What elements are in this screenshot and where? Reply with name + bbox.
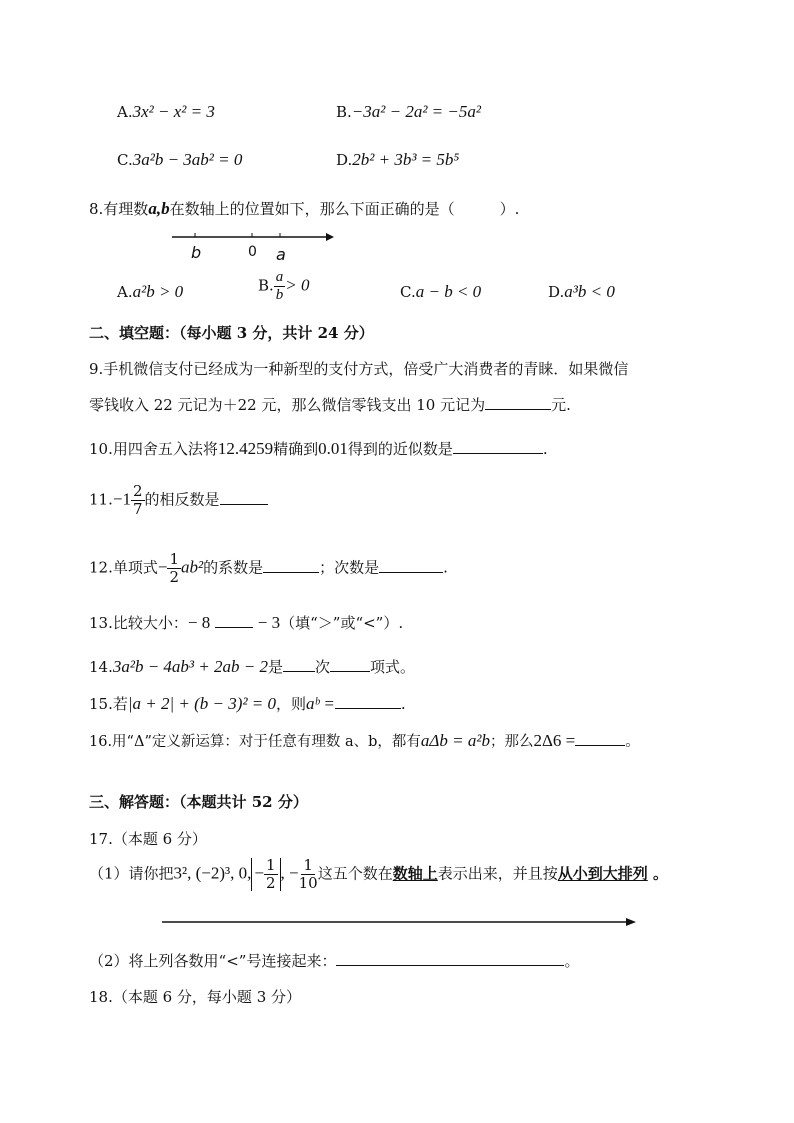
q17-p1-pre: （1）请你把 [89,864,174,883]
q12-pre: 12.单项式 [89,558,158,577]
q12-sign: − [157,557,168,577]
q17-last-fraction [299,858,318,891]
axis-label-b: b [191,243,202,262]
q8-stem-vars: a,b [148,199,170,218]
q8-b-fraction [274,270,286,303]
q17-p2-pre: （2）将上列各数用“<”号连接起来： [89,952,337,970]
q14-pre: 14. [89,658,113,676]
q7-c-expr: 3a²b − 3ab² = 0 [132,150,243,169]
q17-abs-den: 2 [266,874,276,892]
q17-part1 [89,858,668,891]
q16-end: 。 [625,734,640,750]
q17-arrow-icon [626,918,636,926]
q15-power: aᵇ = [306,694,335,713]
q11-pre: 11. [89,490,113,509]
q7-option-a [117,102,215,122]
q17-abs-num: 1 [266,856,276,874]
q15 [89,693,406,714]
axis-label-a: a [276,245,286,264]
q7-a-expr: 3x² − x² = 3 [132,102,215,121]
q8-b-num: a [275,269,284,285]
q14-post: 项式。 [370,658,416,676]
q7-option-d [336,150,459,170]
q16-answer-blank[interactable] [575,731,625,746]
q16-pre: 16.用“Δ”定义新运算：对于任意有理数 a、b，都有 [89,734,421,750]
q10-mid: 精确到 [273,440,319,458]
q17-title: 17.（本题 6 分） [89,830,207,848]
q13-left: − 8 [187,613,211,632]
q8-d-label: D. [548,283,565,301]
q14-terms-blank[interactable] [330,657,370,672]
q10-num1: 12.4259 [217,439,274,458]
q12 [89,552,448,585]
q12-mid: 的系数是 [203,558,264,577]
q16 [89,730,640,751]
q7-a-label: A. [117,103,133,121]
q11-num: 2 [132,482,143,500]
q16-def: aΔb = a²b [420,731,490,750]
q17-p1-mid2: 表示出来，并且按 [437,864,558,883]
q17-abs-fraction [264,858,278,891]
q14-mid2: 次 [314,658,330,676]
q8-option-c [400,282,481,302]
q10 [89,438,548,459]
q8-stem [89,198,519,219]
q8-b-label: B. [258,276,274,295]
q17-number-line[interactable] [160,916,638,928]
q10-post: 得到的近似数是 [347,440,453,458]
q8-b-den: b [275,287,284,303]
q17-p1-nums: 3², (−2)³, 0, [173,863,252,883]
q12-coefficient-blank[interactable] [263,558,319,573]
q11-sign: −1 [112,489,131,509]
q11-post: 的相反数是 [144,490,220,509]
q17-key-number-line: 数轴上 [392,864,438,883]
q8-stem-pre: 8.有理数 [89,200,149,218]
q11 [89,484,268,517]
axis-label-zero: 0 [248,244,257,260]
q17-p1-mid: 这五个数在 [317,864,393,883]
q17-answer-blank[interactable] [336,951,564,966]
q17-abs-value: − $\frac{1}{2}$ [251,858,280,891]
q11-answer-blank[interactable] [220,490,268,505]
q13-answer-blank[interactable] [215,613,253,628]
q15-pre: 15.若 [89,695,128,713]
q9-line2-post: 元. [551,396,571,414]
q7-b-label: B. [336,103,352,121]
q16-mid: ；那么 [489,734,534,750]
q10-num2: 0.01 [318,439,348,458]
number-line-arrow-icon [326,233,334,241]
q10-answer-blank[interactable] [453,439,543,454]
q9-answer-blank[interactable] [485,395,551,410]
q8-stem-post: 在数轴上的位置如下，那么下面正确的是（ ）. [169,200,520,218]
q13 [89,612,403,633]
q10-end: . [542,440,548,458]
q17-part2 [89,950,579,971]
q13-pre: 13.比较大小： [89,614,188,632]
q17-last-num: 1 [303,856,313,874]
q15-mid: ，则 [276,695,307,713]
q14-expr: 3a²b − 4ab³ + 2ab − 2 [112,657,268,676]
q9-line1: 9.手机微信支付已经成为一种新型的支付方式，倍受广大消费者的青睐．如果微信 [89,360,629,378]
q8-b-rel: > 0 [285,275,310,295]
q14 [89,656,415,677]
q11-fraction [131,484,145,517]
q8-a-expr: a²b > 0 [132,282,184,301]
q16-ask: 2Δ6 = [533,731,576,750]
q14-degree-blank[interactable] [283,657,315,672]
q8-option-d [548,282,615,302]
q15-answer-blank[interactable] [335,694,401,709]
q7-c-label: C. [117,151,133,169]
q12-fraction [167,552,181,585]
q15-expr: |a + 2| + (b − 3)² = 0 [127,694,277,713]
section2-title: 二、填空题：（每小题 3 分，共计 24 分） [89,324,374,342]
q12-var: ab² [181,557,204,577]
q12-sep: ；次数是 [319,558,380,577]
q11-den: 7 [132,500,143,518]
q12-end: . [443,558,448,577]
q12-num: 1 [169,550,179,568]
q18-title: 18.（本题 6 分，每小题 3 分） [89,988,302,1006]
q17-p1-neg: , − [280,863,299,883]
q17-key-ascending: 从小到大排列 [557,864,648,883]
q8-c-expr: a − b < 0 [415,282,482,301]
q8-option-a [117,282,183,302]
q8-option-b [258,270,310,303]
q10-pre: 10.用四舍五入法将 [89,440,218,458]
q7-b-expr: −3a² − 2a² = −5a² [351,102,481,121]
q7-d-expr: 2b² + 3b³ = 5b⁵ [352,150,460,169]
q9-line2 [89,394,571,415]
q13-post: （填“＞”或“<”）. [280,614,404,632]
q17-p1-end: 。 [653,864,669,883]
q12-den: 2 [169,568,179,586]
q13-right: − 3 [257,613,281,632]
q7-option-b [336,102,481,122]
q8-a-label: A. [117,283,133,301]
q9-line2-pre: 零钱收入 22 元记为＋22 元，那么微信零钱支出 10 元记为 [89,396,486,414]
q12-degree-blank[interactable] [379,558,443,573]
q15-end: . [400,695,406,713]
q7-d-label: D. [336,151,353,169]
section3-title: 三、解答题：（本题共计 52 分） [89,793,308,811]
q14-mid1: 是 [267,658,283,676]
q7-option-c [117,150,242,170]
q17-last-den: 10 [298,874,318,892]
q17-p2-end: 。 [564,952,580,970]
q8-c-label: C. [400,283,416,301]
q8-d-expr: a³b < 0 [564,282,615,301]
